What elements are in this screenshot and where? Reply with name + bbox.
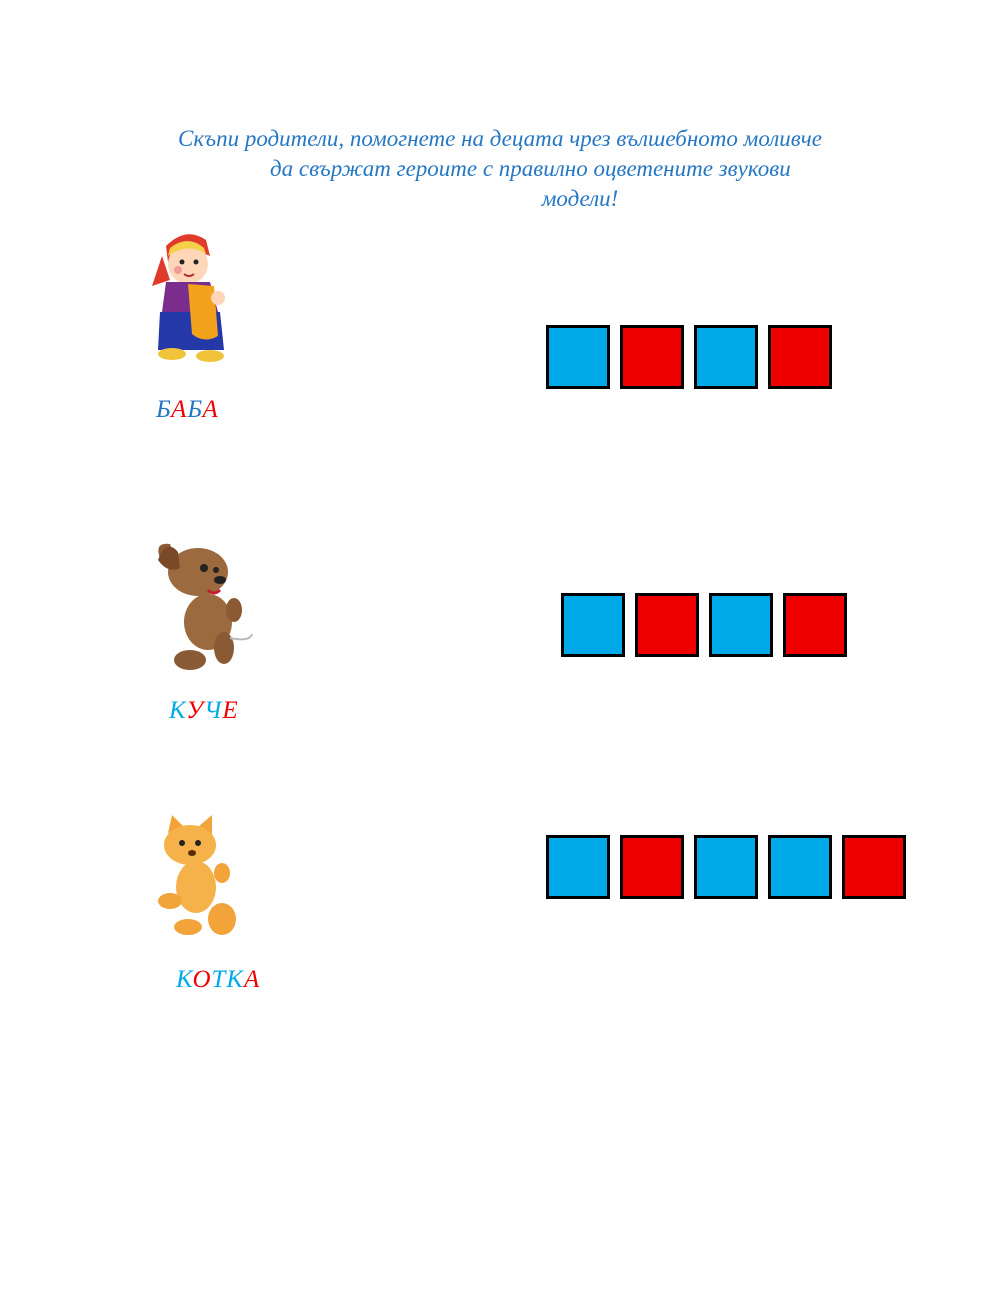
letter: Е — [222, 697, 239, 724]
vowel-square — [783, 593, 847, 657]
sound-model-3[interactable] — [546, 835, 906, 899]
instructions-text — [120, 124, 880, 214]
vowel-square — [620, 325, 684, 389]
vowel-square — [768, 325, 832, 389]
word-baba[interactable] — [156, 396, 219, 424]
instructions-line-1: Скъпи родители, помогнете на децата чрез вълшебното моливче — [178, 126, 822, 151]
consonant-square — [561, 593, 625, 657]
consonant-square — [709, 593, 773, 657]
consonant-square — [768, 835, 832, 899]
letter: У — [186, 697, 205, 724]
sound-model-2[interactable] — [561, 593, 847, 657]
letter: К — [169, 697, 187, 724]
letter: А — [244, 966, 261, 993]
sound-model-1[interactable] — [546, 325, 832, 389]
letter: Б — [156, 396, 172, 423]
letter: Б — [187, 396, 203, 423]
letter: К — [176, 966, 193, 993]
word-kuche[interactable] — [169, 697, 239, 725]
instructions-line-2: да свържат героите с правилно оцветените звукови — [270, 156, 791, 181]
grandma-icon[interactable] — [148, 226, 238, 371]
consonant-square — [546, 325, 610, 389]
puppy-icon[interactable] — [150, 538, 260, 683]
word-kotka[interactable] — [176, 966, 260, 994]
consonant-square — [694, 835, 758, 899]
instructions-line-3: модели! — [541, 186, 619, 211]
vowel-square — [635, 593, 699, 657]
letter: Ч — [204, 697, 223, 724]
vowel-square — [842, 835, 906, 899]
letter: К — [226, 966, 245, 993]
letter: А — [202, 396, 219, 423]
letter: А — [171, 396, 188, 423]
consonant-square — [546, 835, 610, 899]
vowel-square — [620, 835, 684, 899]
kitten-icon[interactable] — [152, 815, 248, 944]
consonant-square — [694, 325, 758, 389]
letter: О — [192, 966, 212, 993]
letter: Т — [211, 966, 227, 993]
